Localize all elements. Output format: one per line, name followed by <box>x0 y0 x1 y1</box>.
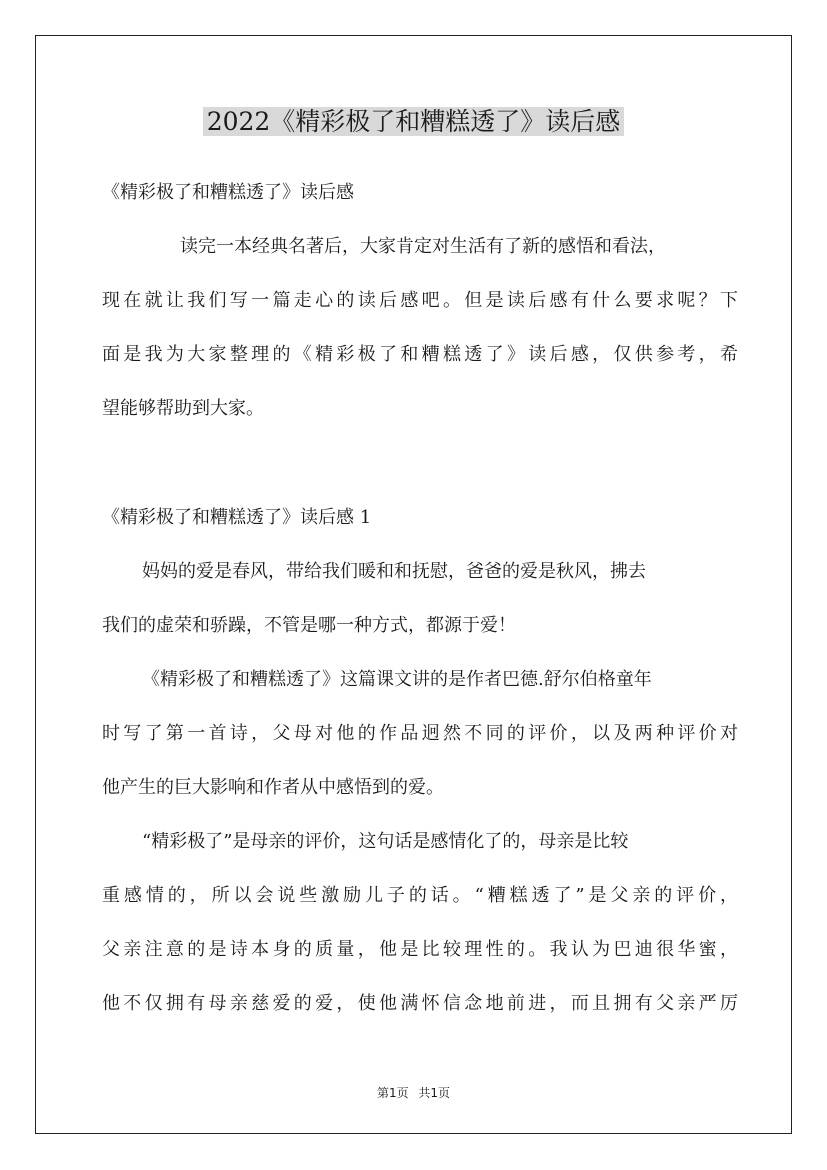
paragraph2-line-2: 时写了第一首诗，父母对他的作品迥然不同的评价，以及两种评价对 <box>102 723 738 744</box>
paragraph2-line-1: 《精彩极了和糟糕透了》这篇课文讲的是作者巴德.舒尔伯格童年 <box>142 669 652 690</box>
page-number: 第1页 <box>376 1086 409 1100</box>
intro-line-1: 读完一本经典名著后，大家肯定对生活有了新的感悟和看法， <box>180 236 666 257</box>
paragraph3-line-2: 重感情的，所以会说些激励儿子的话。“糟糕透了”是父亲的评价， <box>102 885 738 906</box>
intro-line-2: 现在就让我们写一篇走心的读后感吧。但是读后感有什么要求呢？下 <box>102 290 738 311</box>
paragraph3-line-4: 他不仅拥有母亲慈爱的爱，使他满怀信念地前进，而且拥有父亲严厉 <box>102 993 738 1014</box>
paragraph3-line-3: 父亲注意的是诗本身的质量，他是比较理性的。我认为巴迪很华蜜， <box>102 939 738 960</box>
section-title: 《精彩极了和糟糕透了》读后感 1 <box>102 507 372 528</box>
intro-line-3: 面是我为大家整理的《精彩极了和糟糕透了》读后感，仅供参考，希 <box>102 344 738 365</box>
paragraph3-line-1: “精彩极了”是母亲的评价，这句话是感情化了的，母亲是比较 <box>142 831 629 852</box>
paragraph1-line-2: 我们的虚荣和骄躁，不管是哪一种方式，都源于爱！ <box>102 615 516 636</box>
page-total: 共1页 <box>418 1086 451 1100</box>
subtitle: 《精彩极了和糟糕透了》读后感 <box>102 182 354 203</box>
document-title-wrapper <box>0 102 827 142</box>
intro-line-4: 望能够帮助到大家。 <box>102 398 264 419</box>
page-footer <box>0 1084 827 1101</box>
paragraph2-line-3: 他产生的巨大影响和作者从中感悟到的爱。 <box>102 777 444 798</box>
paragraph1-line-1: 妈妈的爱是春风，带给我们暖和和抚慰，爸爸的爱是秋风，拂去 <box>142 561 646 582</box>
document-title: 2022《精彩极了和糟糕透了》读后感 <box>203 107 625 136</box>
